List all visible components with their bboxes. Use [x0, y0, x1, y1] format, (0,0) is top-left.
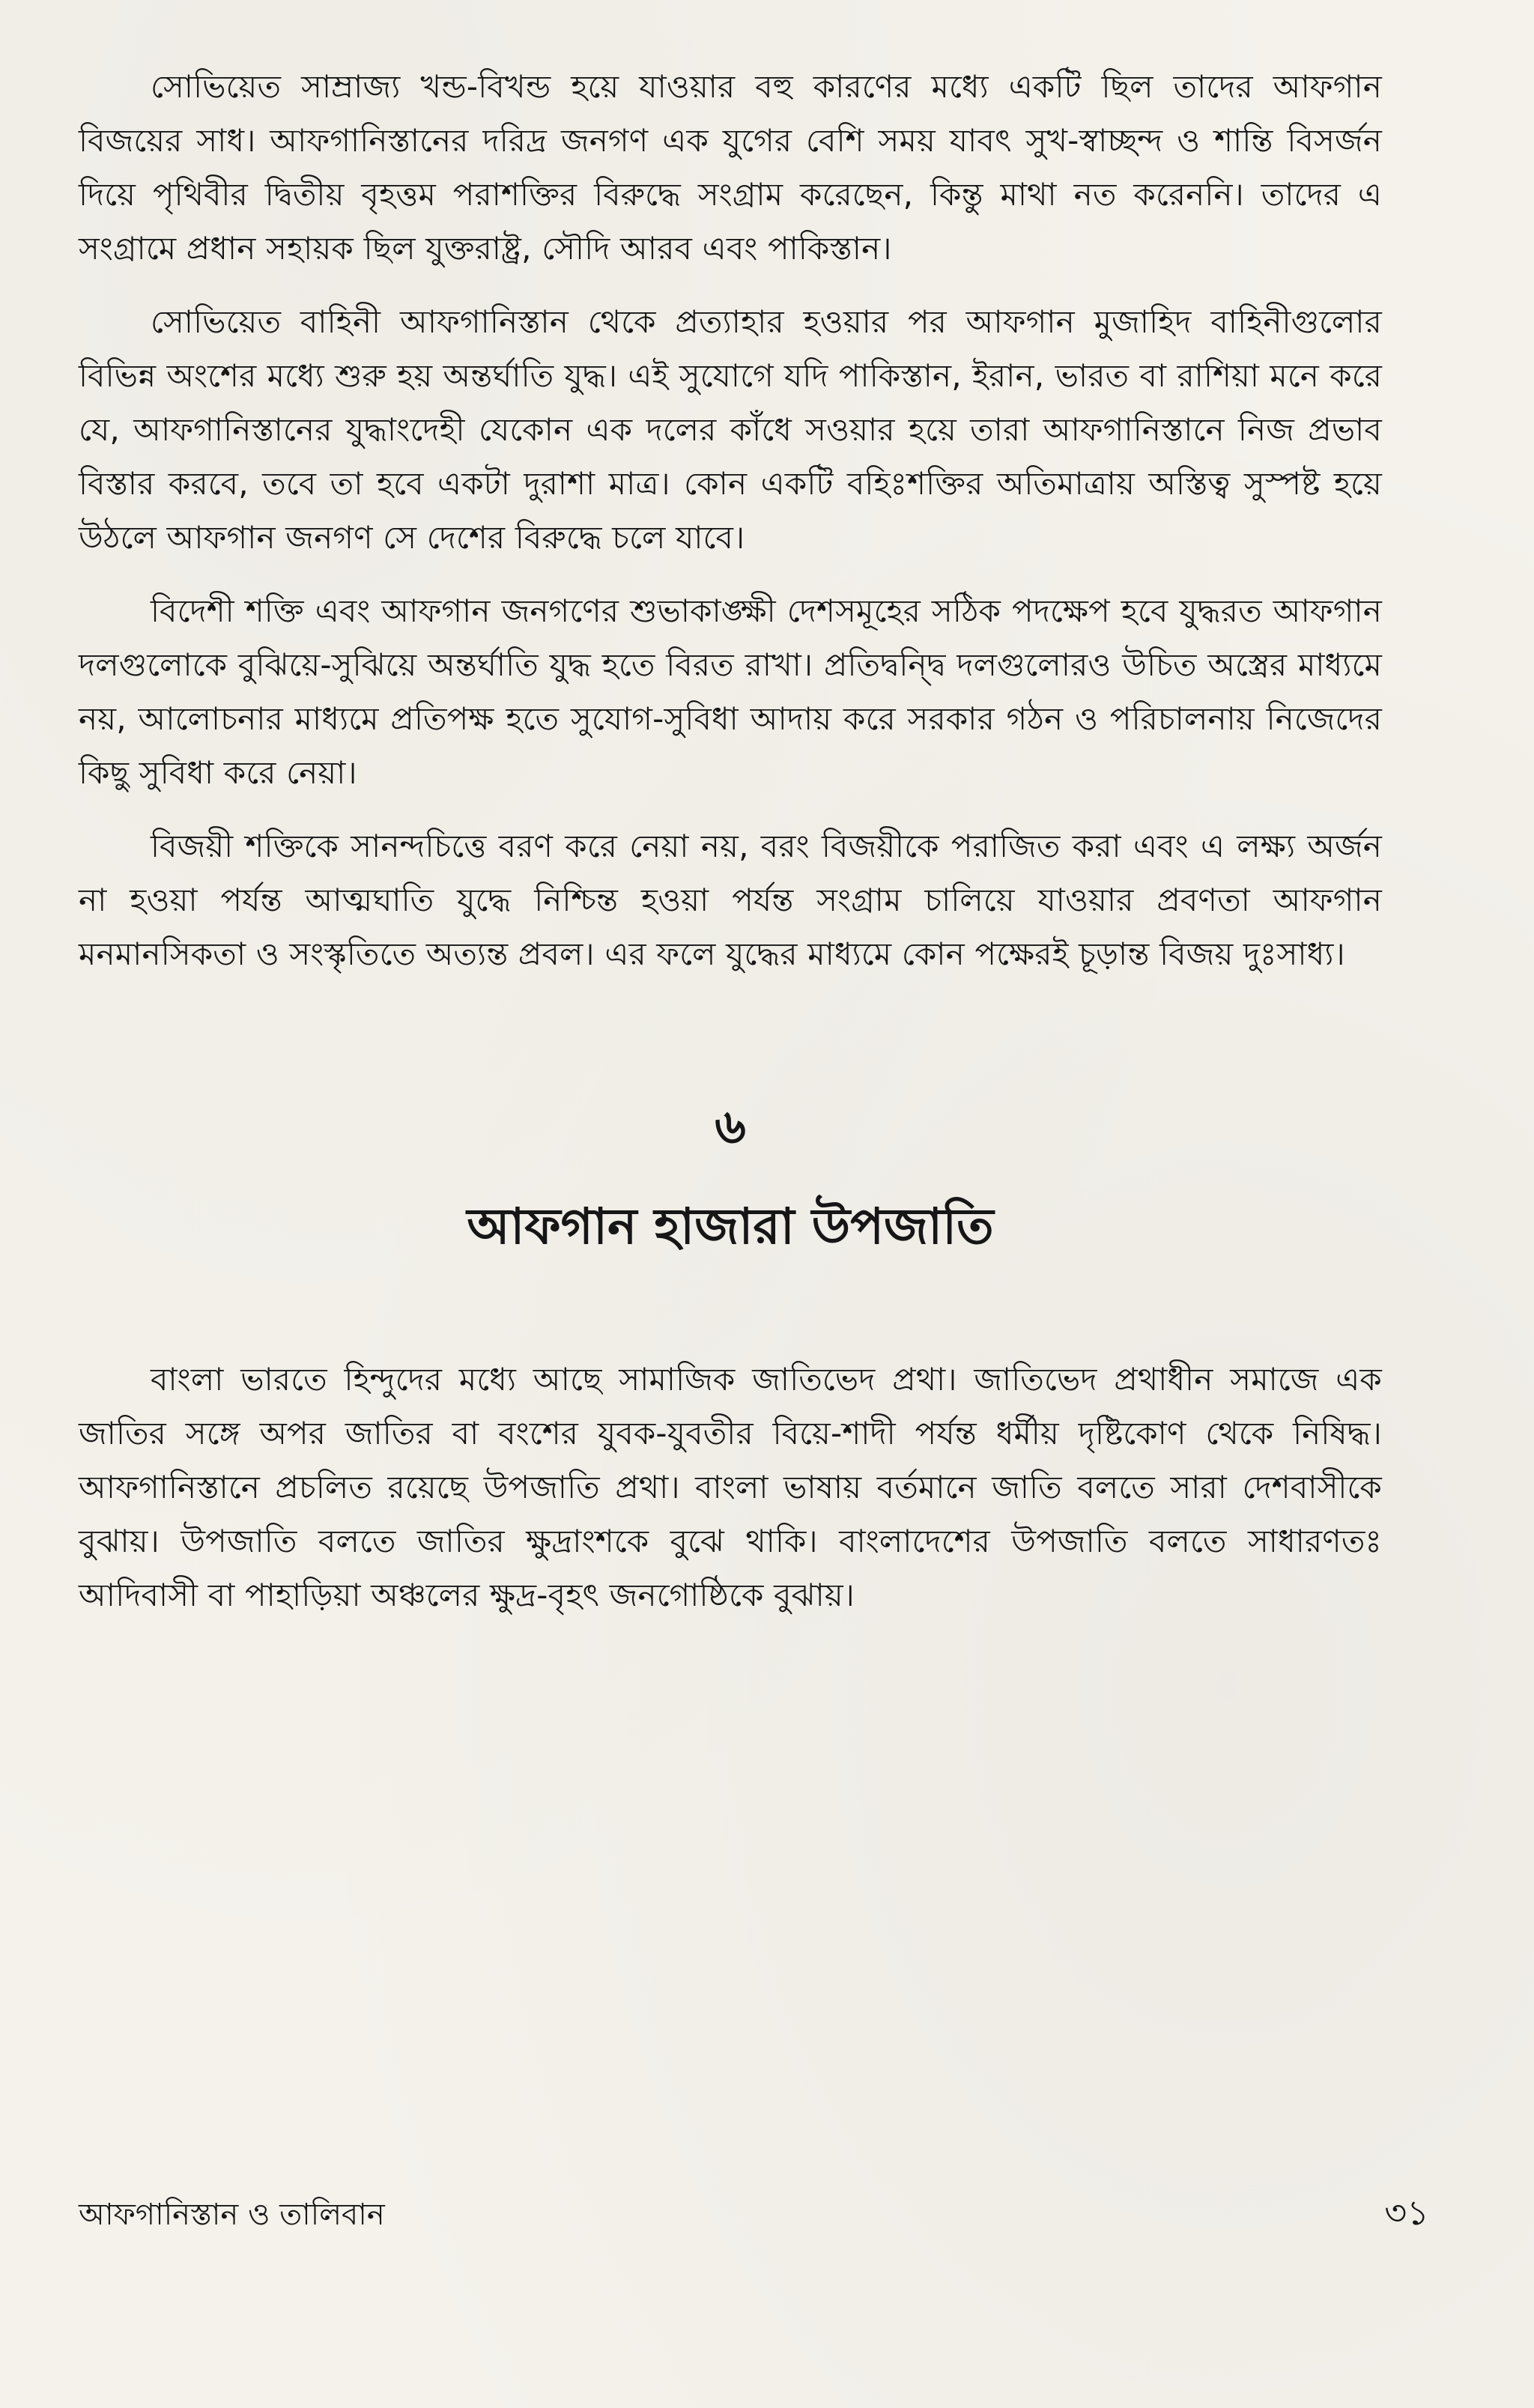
page-footer [79, 2187, 1429, 2244]
chapter-number: ৬ [715, 1100, 746, 1155]
paragraph-soviet-empire: সোভিয়েত সাম্রাজ্য খন্ড-বিখন্ড হয়ে যাওয়ার বহু কারণের মধ্যে একটি ছিল তাদের আফগান বিজয়ের সাধ। আফগানিস্তানের দরিদ্র জনগণ এক যুগের বেশি সময় যাবৎ সুখ-স্বাচ্ছন্দ ও শান্তি বিসর্জন দিয়ে পৃথিবীর দ্বিতীয় বৃহত্তম পরাশক্তির বিরুদ্ধে সংগ্রাম করেছেন, কিন্তু মাথা নত করেননি। তাদের এ সংগ্রামে প্রধান সহায়ক ছিল যুক্তরাষ্ট্র, সৌদি আরব এবং পাকিস্তান। [79, 68, 1382, 267]
paragraph-caste-system: বাংলা ভারতে হিন্দুদের মধ্যে আছে সামাজিক জাতিভেদ প্রথা। জাতিভেদ প্রথাধীন সমাজে এক জাতির সঙ্গে অপর জাতির বা বংশের যুবক-যুবতীর বিয়ে-শাদী পর্যন্ত ধর্মীয় দৃষ্টিকোণ থেকে নিষিদ্ধ। আফগানিস্তানে প্রচলিত রয়েছে উপজাতি প্রথা। বাংলা ভাষায় বর্তমানে জাতি বলতে সারা দেশবাসীকে বুঝায়। উপজাতি বলতে জাতির ক্ষুদ্রাংশকে বুঝে থাকি। বাংলাদেশের উপজাতি বলতে সাধারণতঃ আদিবাসী বা পাহাড়িয়া অঞ্চলের ক্ষুদ্র-বৃহৎ জনগোষ্ঠিকে বুঝায়। [79, 1361, 1382, 1613]
book-page [79, 60, 1382, 2352]
paragraph-soviet-withdrawal: সোভিয়েত বাহিনী আফগানিস্তান থেকে প্রত্যাহার হওয়ার পর আফগান মুজাহিদ বাহিনীগুলোর বিভিন্ন অংশের মধ্যে শুরু হয় অন্তর্ঘাতি যুদ্ধ। এই সুযোগে যদি পাকিস্তান, ইরান, ভারত বা রাশিয়া মনে করে যে, আফগানিস্তানের যুদ্ধাংদেহী যেকোন এক দলের কাঁধে সওয়ার হয়ে তারা আফগানিস্তানে নিজ প্রভাব বিস্তার করবে, তবে তা হবে একটা দুরাশা মাত্র। কোন একটি বহিঃশক্তির অতিমাত্রায় অস্তিত্ব সুস্পষ্ট হয়ে উঠলে আফগান জনগণ সে দেশের বিরুদ্ধে চলে যাবে। [79, 303, 1382, 556]
page-number: ৩১ [1384, 2192, 1429, 2233]
paragraph-afghan-mentality: বিজয়ী শক্তিকে সানন্দচিত্তে বরণ করে নেয়া নয়, বরং বিজয়ীকে পরাজিত করা এবং এ লক্ষ্য অর্জন না হওয়া পর্যন্ত আত্মঘাতি যুদ্ধে নিশ্চিন্ত হওয়া পর্যন্ত সংগ্রাম চালিয়ে যাওয়ার প্রবণতা আফগান মনমানসিকতা ও সংস্কৃতিতে অত্যন্ত প্রবল। এর ফলে যুদ্ধের মাধ্যমে কোন পক্ষেরই চূড়ান্ত বিজয় দুঃসাধ্য। [79, 828, 1382, 972]
running-title: আফগানিস্তান ও তালিবান [79, 2198, 385, 2232]
chapter-title: আফগান হাজারা উপজাতি [467, 1198, 994, 1255]
paragraph-foreign-powers: বিদেশী শক্তি এবং আফগান জনগণের শুভাকাঙ্ক্ষী দেশসমূহের সঠিক পদক্ষেপ হবে যুদ্ধরত আফগান দলগুলোকে বুঝিয়ে-সুঝিয়ে অন্তর্ঘাতি যুদ্ধ হতে বিরত রাখা। প্রতিদ্বন্দ্বি দলগুলোরও উচিত অস্ত্রের মাধ্যমে নয়, আলোচনার মাধ্যমে প্রতিপক্ষ হতে সুযোগ-সুবিধা আদায় করে সরকার গঠন ও পরিচালনায় নিজেদের কিছু সুবিধা করে নেয়া। [79, 592, 1382, 791]
chapter-body [79, 1353, 1382, 1622]
